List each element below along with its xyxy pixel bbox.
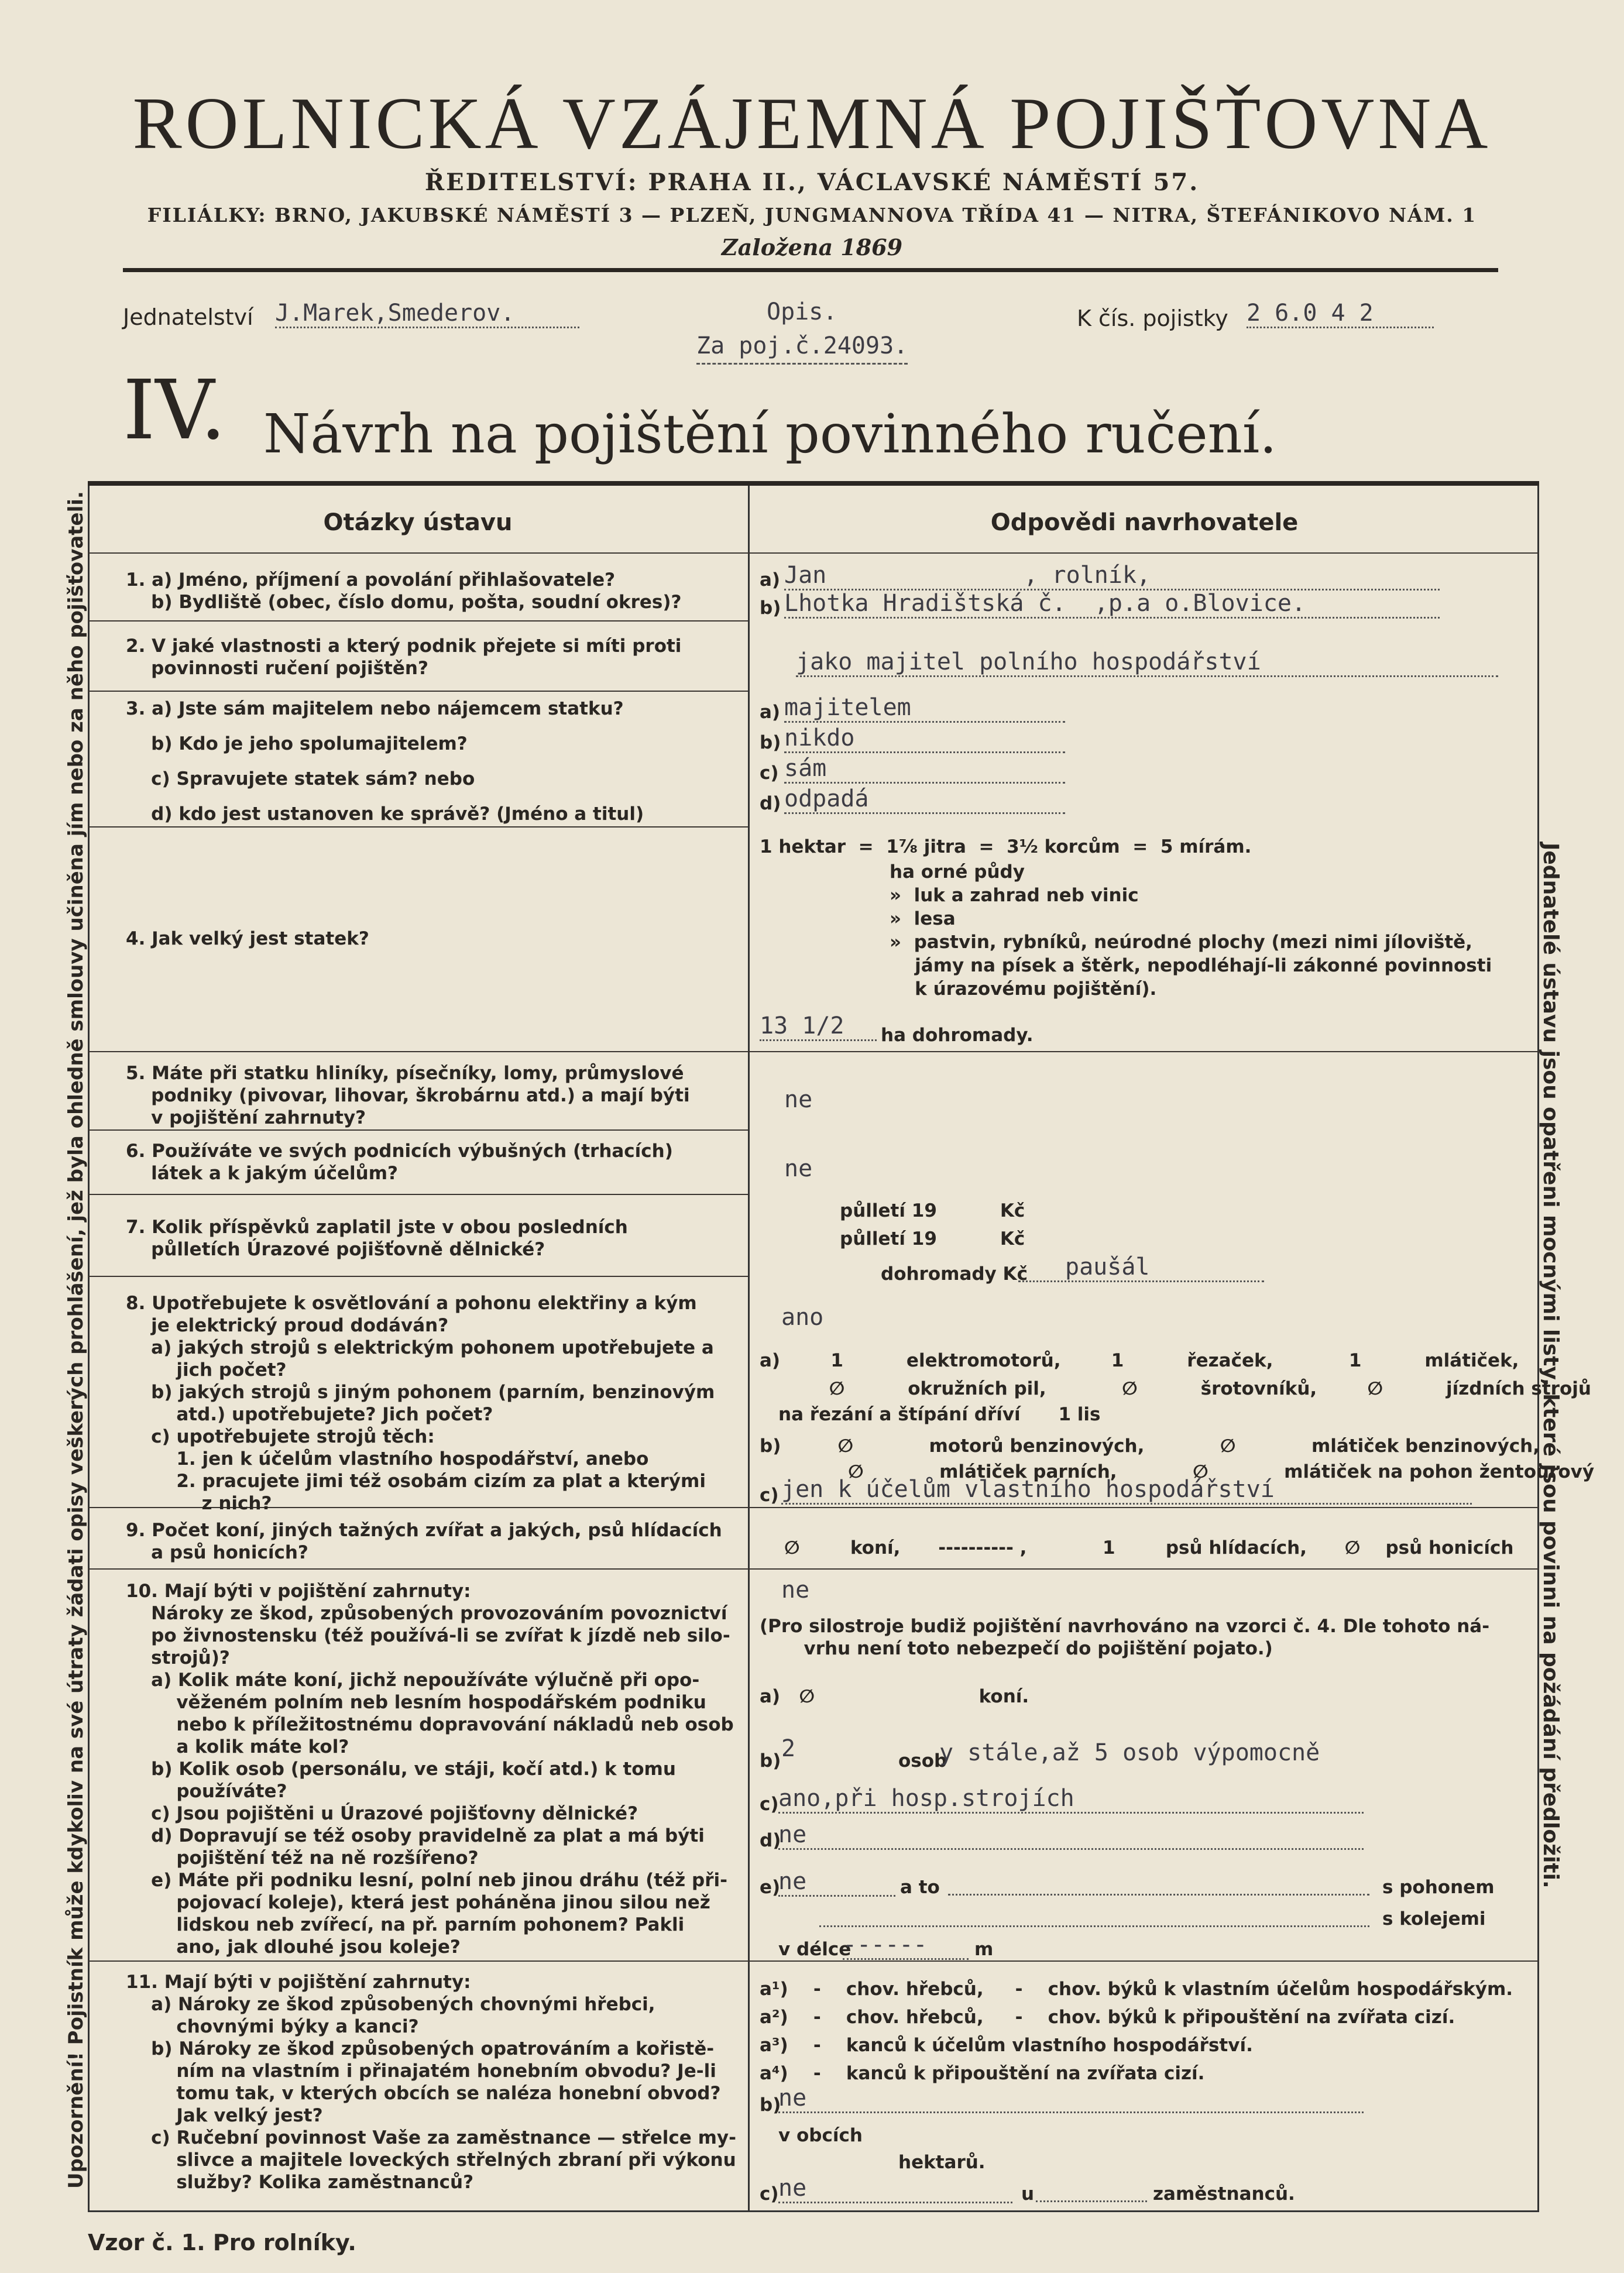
answer-9: ∅ koní, ---------- , 1 psů hlídacích, ∅ psů honicích [784,1537,1514,1558]
copy-note: Opis. [767,298,837,325]
row-divider [88,826,748,828]
answer-8: ano [781,1304,824,1331]
answer-3d: odpadá [784,785,1065,814]
answer-3c-prefix: c) [760,763,779,784]
answer-10a: a) ∅ koní. [760,1686,1029,1707]
contribution-total-value: paušál [1018,1254,1264,1282]
land-categories: ha orné půdy » luk a zahrad neb vinic » lesa » pastvin, rybníků, neúrodné plochy (mezi nimi jíloviště, jámy na písek a štěrk, nepodléhají-li zákonné povinnosti k úrazovému pojištění). [890,861,1492,1000]
policy-number: 2 6.0 4 2 [1247,300,1434,328]
answer-11a3: a³) - kanců k účelům vlastního hospodářství. [760,2035,1253,2056]
branch-addresses: FILIÁLKY: BRNO, JAKUBSKÉ NÁMĚSTÍ 3 — PLZEŇ, JUNGMANNOVA TŘÍDA 41 — NITRA, ŠTEFÁNIKOVO NÁM. 1 [147,204,1477,226]
answer-10e-blank-2 [819,1925,1369,1927]
answer-10e-to: a to [900,1877,940,1898]
answer-10e-s2: s kolejemi [1382,1908,1486,1929]
header-rule [123,268,1498,272]
answer-10: ne [781,1577,810,1604]
answer-6: ne [784,1155,813,1182]
answer-11c-blank [1036,2200,1147,2202]
row-divider [88,1568,1539,1570]
answer-10e-length-label: v délce [778,1939,852,1960]
title-rule [88,481,1539,486]
row-divider [88,1960,1539,1962]
answer-8a: a) 1 elektromotorů, 1 řezaček, 1 mlátiček, [760,1350,1519,1371]
column-divider [748,486,750,2212]
question-1: 1. a) Jméno, příjmení a povolání přihlašovatele? b) Bydliště (obec, číslo domu, pošta, soudní okres)? [126,569,682,613]
answer-11a4: a⁴) - kanců k připouštění na zvířata cizí. [760,2063,1205,2084]
row-divider [88,1129,748,1131]
agency-label: Jednatelství [123,304,253,330]
agency-value: J.Marek,Smederov. [275,300,579,328]
answer-11b-prefix: b) [760,2095,781,2116]
question-9: 9. Počet koní, jiných tažných zvířat a jakých, psů hlídacích a psů honicích? [126,1520,722,1563]
row-divider [88,1194,748,1195]
answer-11b: ne [778,2085,1364,2113]
answer-1b-prefix: b) [760,598,781,619]
answer-10e-s1: s pohonem [1382,1877,1495,1898]
answer-10e: ne [778,1868,895,1897]
header-divider [88,552,1539,554]
policy-label: K čís. pojistky [1077,305,1228,331]
answer-3c: sám [784,755,1065,784]
answer-11b-hectares: hektarů. [898,2152,986,2173]
answer-10b-count: 2 [781,1735,796,1762]
form-template-note: Vzor č. 1. Pro rolníky. [88,2230,356,2255]
answer-5: ne [784,1086,813,1113]
answer-8c-prefix: c) [760,1485,779,1506]
answer-2: jako majitel polního hospodářství [796,648,1498,677]
question-2: 2. V jaké vlastnosti a který podnik přejete si míti proti povinnosti ručení pojištěn? [126,636,682,679]
question-6: 6. Používáte ve svých podnicích výbušných (trhacích) látek a k jakým účelům? [126,1141,673,1184]
answer-11a1: a¹) - chov. hřebců, - chov. býků k vlastním účelům hospodářským. [760,1979,1513,2000]
answer-8b: b) ∅ motorů benzinových, ∅ mlátiček benzinových, [760,1436,1540,1457]
answer-3b-prefix: b) [760,732,781,753]
answer-10e-blank [948,1894,1369,1896]
answer-11c-prefix: c) [760,2183,779,2205]
contribution-half-2: půlletí 19 Kč [840,1228,1025,1249]
land-total-label: ha dohromady. [881,1025,1034,1046]
answer-8a-3: na řezání a štípání dříví 1 lis [778,1404,1101,1425]
answer-10e-prefix: e) [760,1877,781,1898]
question-11: 11. Mají býti v pojištění zahrnuty: a) Nároky ze škod způsobených chovnými hřebci, chovnými býky a kanci? b) Nároky ze škod způsobených opatrováním a kořistě- ním na vlastním i přinajatém honebním obvodu? Je-li tomu tak, v kterých obcích se naléza honební obvod? Jak velký jest? c) Ručební povinnost Vaše za zaměstnance — střelce my- slivce a majitele loveckých střelných zbraní při výkonu služby? Kolika zaměstnanců? [126,1972,736,2193]
answer-11c: ne [778,2175,1012,2203]
answer-10b-label: osob [898,1750,947,1771]
answer-3a-prefix: a) [760,702,781,723]
company-name: ROLNICKÁ VZÁJEMNÁ POJIŠŤOVNA [132,83,1492,164]
land-conversion: 1 hektar = 1⅞ jitra = 3½ korcům = 5 mírám. [760,836,1252,857]
row-divider [88,620,748,622]
answer-10c: ano,při hosp.strojích [778,1785,1364,1814]
row-divider [88,1276,748,1277]
left-side-notice: Upozornění! Pojistník může kdykoliv na své útraty žádati opisy veškerých prohlášení, jež byla ohledně smlouvy učiněna jím nebo za něho pojišťovateli. [64,491,88,2189]
form-number: IV. [123,363,226,458]
form-title: Návrh na pojištění povinného ručení. [263,403,1277,465]
policy-reference: Za poj.č.24093. [696,332,908,365]
answer-10e-length: ------ [843,1931,969,1960]
founded-note: Založena 1869 [721,234,903,260]
answer-11a2: a²) - chov. hřebců, - chov. býků k připouštění na zvířata cizí. [760,2007,1455,2028]
answer-10d: ne [778,1821,1364,1850]
answer-3a: majitelem [784,694,1065,723]
directorate-address: ŘEDITELSTVÍ: PRAHA II., VÁCLAVSKÉ NÁMĚSTÍ 57. [424,169,1200,196]
answers-header: Odpovědi navrhovatele [990,509,1299,536]
questions-header: Otázky ústavu [323,509,513,536]
answer-3d-prefix: d) [760,793,781,814]
question-5: 5. Máte při statku hliníky, písečníky, lomy, průmyslové podniky (pivovar, lihovar, škrobárnu atd.) a mají býti v pojištění zahrnuty? [126,1063,690,1128]
answer-11c-u: u [1021,2183,1035,2205]
answer-10-note: (Pro silostroje budiž pojištění navrhováno na vzorci č. 4. Dle tohoto ná- vrhu není toto nebezpečí do pojištění pojato.) [760,1616,1490,1659]
question-3: 3. a) Jste sám majitelem nebo nájemcem statku? b) Kdo je jeho spolumajitelem? c) Spravujete statek sám? nebo d) kdo jest ustanoven ke správě? (Jméno a titul) [126,698,644,825]
answer-10b-prefix: b) [760,1750,781,1771]
answer-10c-prefix: c) [760,1794,779,1815]
answer-1a-prefix: a) [760,569,781,590]
answer-11c-staff: zaměstnanců. [1153,2183,1295,2205]
right-side-notice: Jednatelé ústavu jsou opatřeni mocnými listy, které jsou povinni na požádání předložiti. [1539,843,1563,1889]
answer-1b: Lhotka Hradištská č. ,p.a o.Blovice. [784,590,1440,619]
answer-8c: jen k účelům vlastního hospodářství [781,1476,1472,1505]
answer-8b-2: ∅ mlátiček parních, ∅ mlátiček na pohon žentourový [760,1461,1595,1482]
answer-3b: nikdo [784,725,1065,753]
answer-10d-prefix: d) [760,1830,781,1851]
answer-10b: y stále,až 5 osob výpomocně [939,1739,1320,1766]
answer-1a: Jan , rolník, [784,562,1440,590]
answer-11b-villages: v obcích [778,2125,863,2146]
land-total: 13 1/2 [760,1012,877,1041]
question-7: 7. Kolik příspěvků zaplatil jste v obou posledních půlletích Úrazové pojišťovně dělnické? [126,1217,628,1260]
contribution-total-label: dohromady Kč [881,1263,1028,1285]
question-8: 8. Upotřebujete k osvětlování a pohonu elektřiny a kým je elektrický proud dodáván? a) jakých strojů s elektrickým pohonem upotřebujete a jich počet? b) jakých strojů s jiným pohonem (parním, benzinovým atd.) upotřebujete? Jich počet? c) upotřebujete strojů těch: 1. jen k účelům vlastního hospodářství, anebo 2. pracujete jimi též osobám cizím za plat a kterými z nich? [126,1293,715,1514]
question-10: 10. Mají býti v pojištění zahrnuty: Nároky ze škod, způsobených provozováním povoznictví po živnostensku (též používá-li se zvířat k jízdě neb silo- strojů)? a) Kolik máte koní, jichž nepoužíváte výlučně při opo- věženém polním neb lesním hospodářském podniku nebo k příležitostnému dopravování nákladů neb osob a kolik máte kol? b) Kolik osob (personálu, ve stáji, kočí atd.) k tomu používáte? c) Jsou pojištěni u Úrazové pojišťovny dělnické? d) Dopravují se též osoby pravidelně za plat a má býti pojištění též na ně rozšířeno? e) Máte při podniku lesní, polní neb jinou dráhu (též při- pojovací koleje), která jest poháněna jinou silou než lidskou neb zvířecí, na př. parním pohonem? Pakli ano, jak dlouhé jsou koleje? [126,1581,734,1958]
row-divider [88,691,748,692]
question-4: 4. Jak velký jest statek? [126,928,369,949]
contribution-half-1: půlletí 19 Kč [840,1200,1025,1221]
row-divider [88,1051,1539,1052]
answer-8a-2: ∅ okružních pil, ∅ šrotovníků, ∅ jízdních strojů [760,1378,1591,1399]
answer-10e-unit: m [974,1939,994,1960]
